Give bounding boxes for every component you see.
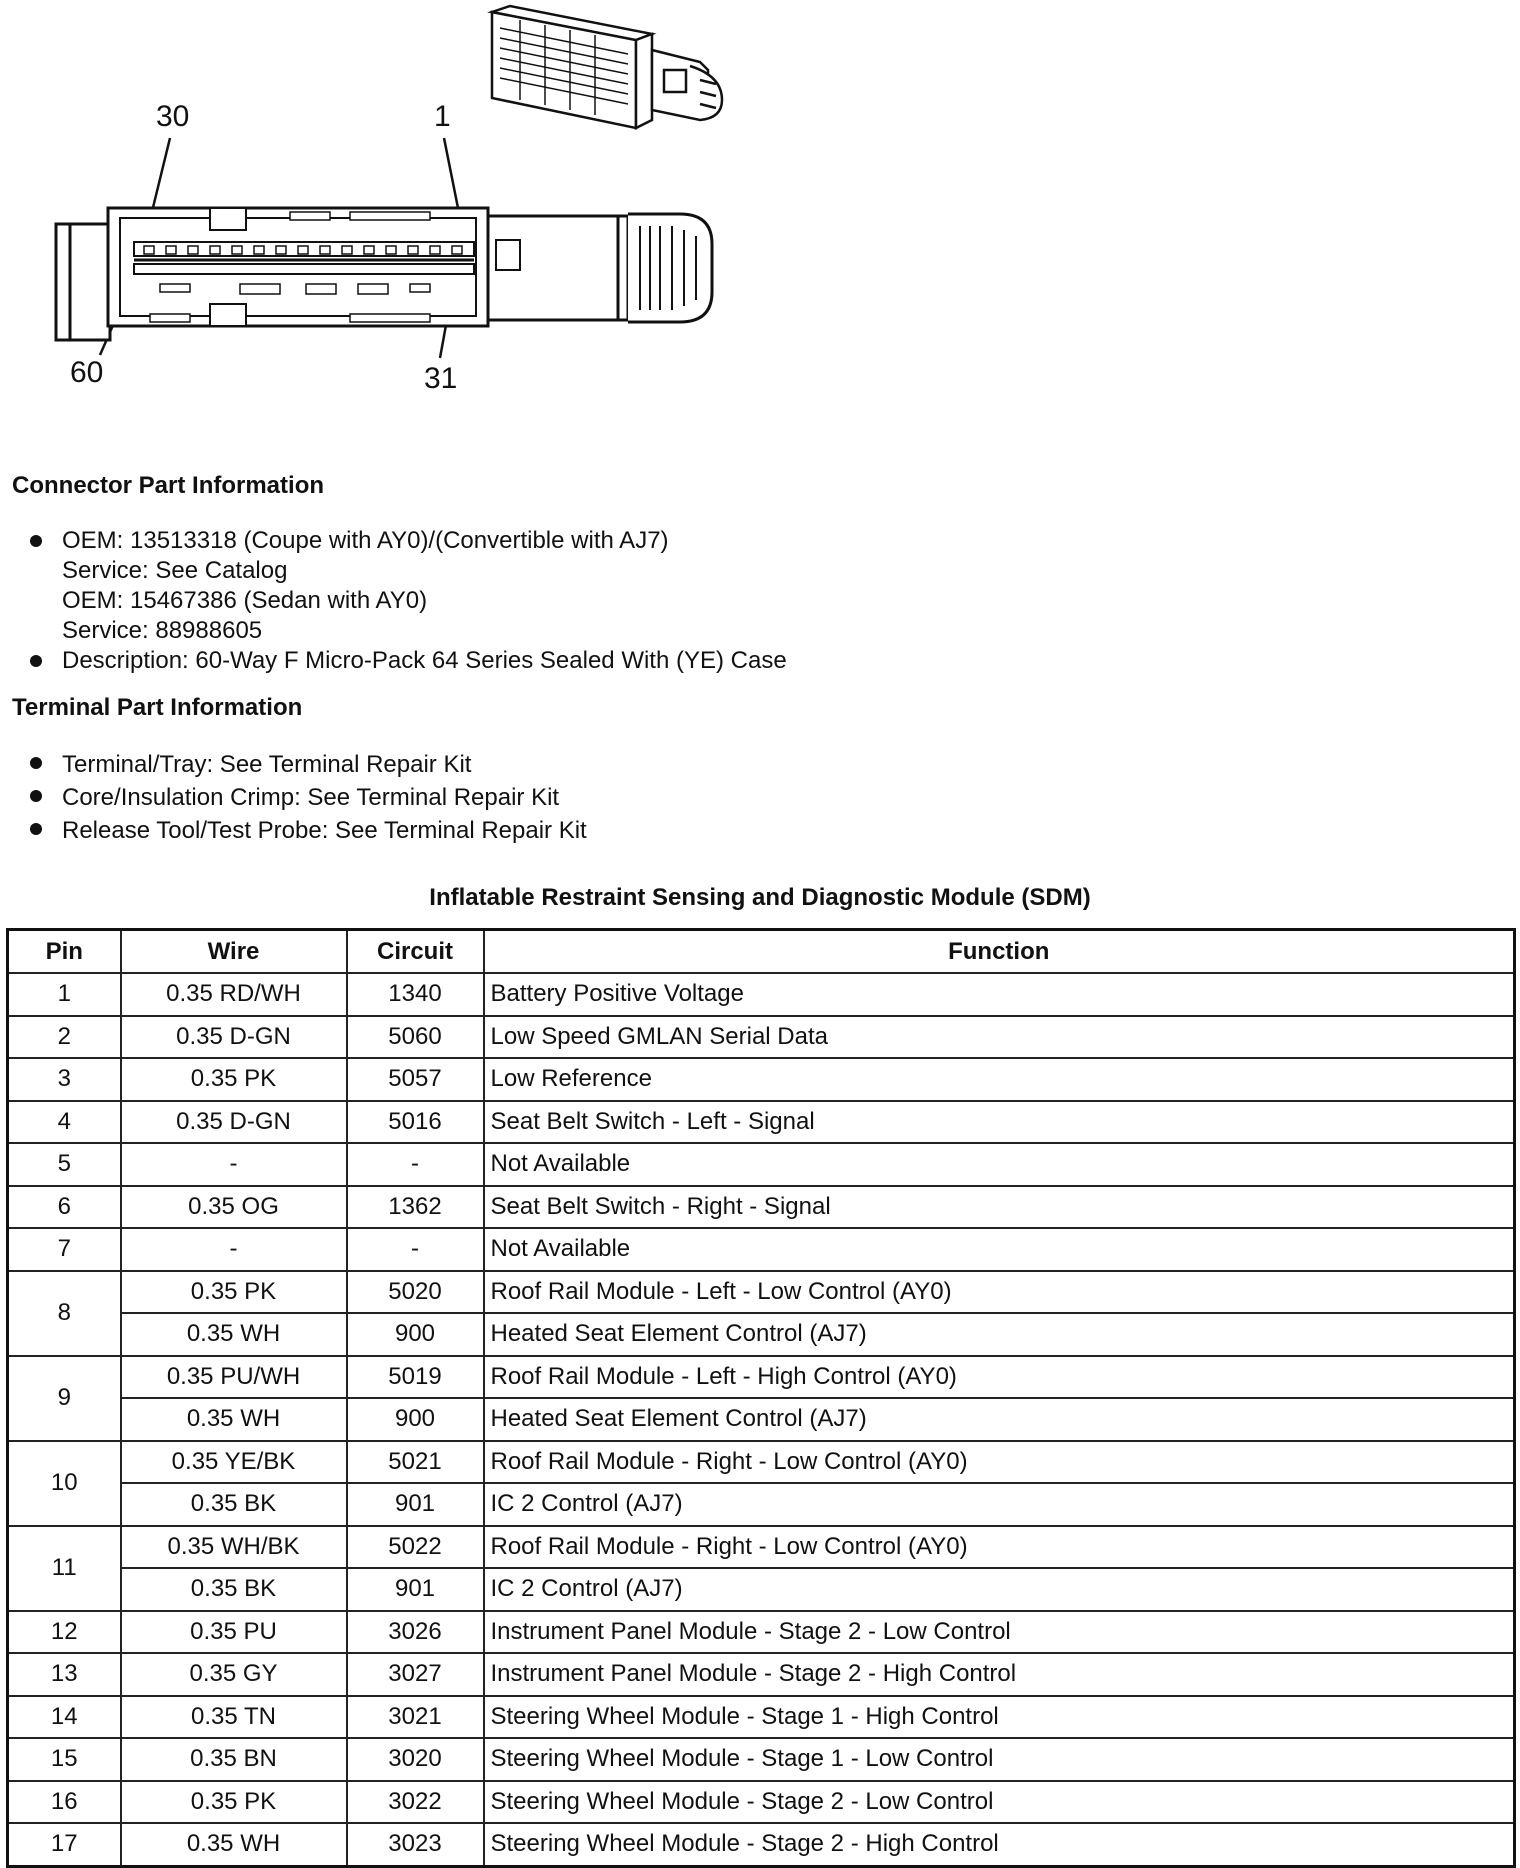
pin-label-60: 60 bbox=[70, 356, 104, 389]
cell-function: IC 2 Control (AJ7) bbox=[484, 1568, 1515, 1611]
cell-pin: 6 bbox=[8, 1186, 121, 1229]
connector-figure bbox=[0, 0, 760, 420]
cell-function: Steering Wheel Module - Stage 2 - Low Control bbox=[484, 1781, 1515, 1824]
cell-wire: 0.35 D-GN bbox=[121, 1101, 347, 1144]
cell-circuit: 3026 bbox=[347, 1611, 484, 1654]
table-row bbox=[8, 1696, 1515, 1739]
cell-function: Roof Rail Module - Right - Low Control (AY0) bbox=[484, 1526, 1515, 1569]
cell-wire: 0.35 PK bbox=[121, 1058, 347, 1101]
cell-function: Low Speed GMLAN Serial Data bbox=[484, 1016, 1515, 1059]
cell-pin: 8 bbox=[8, 1271, 121, 1356]
table-row bbox=[8, 973, 1515, 1016]
cell-circuit: 1340 bbox=[347, 973, 484, 1016]
cell-circuit: 5060 bbox=[347, 1016, 484, 1059]
connector-info-list bbox=[28, 526, 787, 676]
cell-pin: 15 bbox=[8, 1738, 121, 1781]
cell-function: Seat Belt Switch - Right - Signal bbox=[484, 1186, 1515, 1229]
cell-wire: 0.35 WH bbox=[121, 1398, 347, 1441]
cell-circuit: 901 bbox=[347, 1568, 484, 1611]
cell-circuit: 1362 bbox=[347, 1186, 484, 1229]
table-caption: Inflatable Restraint Sensing and Diagnostic Module (SDM) bbox=[429, 884, 1091, 911]
cell-wire: 0.35 WH bbox=[121, 1313, 347, 1356]
table-row bbox=[8, 1228, 1515, 1271]
cell-pin: 13 bbox=[8, 1653, 121, 1696]
cell-wire: 0.35 BK bbox=[121, 1483, 347, 1526]
cell-pin: 5 bbox=[8, 1143, 121, 1186]
pin-table bbox=[6, 928, 1516, 1868]
connector-info-line: Description: 60-Way F Micro-Pack 64 Series Sealed With (YE) Case bbox=[62, 647, 787, 674]
table-row bbox=[8, 1356, 1515, 1399]
terminal-info-list bbox=[28, 748, 587, 847]
table-row bbox=[8, 1526, 1515, 1569]
table-row bbox=[8, 1058, 1515, 1101]
cell-wire: - bbox=[121, 1228, 347, 1271]
cell-wire: - bbox=[121, 1143, 347, 1186]
cell-wire: 0.35 RD/WH bbox=[121, 973, 347, 1016]
cell-function: Steering Wheel Module - Stage 2 - High Control bbox=[484, 1823, 1515, 1866]
table-row bbox=[8, 1271, 1515, 1314]
cell-pin: 14 bbox=[8, 1696, 121, 1739]
connector-info-item bbox=[28, 526, 787, 646]
table-row bbox=[8, 1101, 1515, 1144]
table-row bbox=[8, 1781, 1515, 1824]
cell-wire: 0.35 GY bbox=[121, 1653, 347, 1696]
cell-pin: 1 bbox=[8, 973, 121, 1016]
cell-circuit: 5021 bbox=[347, 1441, 484, 1484]
table-row bbox=[8, 1441, 1515, 1484]
cell-function: Not Available bbox=[484, 1228, 1515, 1271]
cell-pin: 2 bbox=[8, 1016, 121, 1059]
cell-wire: 0.35 WH bbox=[121, 1823, 347, 1866]
cell-circuit: 3027 bbox=[347, 1653, 484, 1696]
pin-label-31: 31 bbox=[424, 362, 458, 395]
table-row bbox=[8, 1611, 1515, 1654]
table-row bbox=[8, 1738, 1515, 1781]
table-row bbox=[8, 1823, 1515, 1866]
header-pin: Pin bbox=[8, 930, 121, 974]
cell-circuit: 5016 bbox=[347, 1101, 484, 1144]
cell-circuit: 3022 bbox=[347, 1781, 484, 1824]
connector-info-title: Connector Part Information bbox=[12, 472, 325, 499]
connector-info-line: OEM: 15467386 (Sedan with AY0) bbox=[62, 587, 428, 614]
connector-info-item bbox=[28, 646, 787, 676]
cell-function: Roof Rail Module - Left - Low Control (AY0) bbox=[484, 1271, 1515, 1314]
cell-function: Battery Positive Voltage bbox=[484, 973, 1515, 1016]
table-row bbox=[8, 1483, 1515, 1526]
cell-circuit: 900 bbox=[347, 1398, 484, 1441]
cell-wire: 0.35 PK bbox=[121, 1271, 347, 1314]
cell-function: Heated Seat Element Control (AJ7) bbox=[484, 1313, 1515, 1356]
cell-wire: 0.35 PU/WH bbox=[121, 1356, 347, 1399]
cell-function: Roof Rail Module - Left - High Control (AY0) bbox=[484, 1356, 1515, 1399]
table-row bbox=[8, 1398, 1515, 1441]
cell-wire: 0.35 OG bbox=[121, 1186, 347, 1229]
table-row bbox=[8, 1143, 1515, 1186]
connector-info-line: OEM: 13513318 (Coupe with AY0)/(Convertible with AJ7) bbox=[62, 527, 669, 554]
cell-circuit: - bbox=[347, 1228, 484, 1271]
cell-circuit: - bbox=[347, 1143, 484, 1186]
cell-function: Seat Belt Switch - Left - Signal bbox=[484, 1101, 1515, 1144]
cell-function: Instrument Panel Module - Stage 2 - High Control bbox=[484, 1653, 1515, 1696]
cell-function: Instrument Panel Module - Stage 2 - Low Control bbox=[484, 1611, 1515, 1654]
cell-circuit: 5019 bbox=[347, 1356, 484, 1399]
cell-circuit: 3021 bbox=[347, 1696, 484, 1739]
cell-circuit: 3023 bbox=[347, 1823, 484, 1866]
cell-pin: 10 bbox=[8, 1441, 121, 1526]
terminal-info-title: Terminal Part Information bbox=[12, 694, 303, 721]
cell-circuit: 5057 bbox=[347, 1058, 484, 1101]
cell-pin: 17 bbox=[8, 1823, 121, 1866]
cell-function: Roof Rail Module - Right - Low Control (AY0) bbox=[484, 1441, 1515, 1484]
terminal-info-item: Core/Insulation Crimp: See Terminal Repair Kit bbox=[28, 781, 587, 814]
cell-wire: 0.35 YE/BK bbox=[121, 1441, 347, 1484]
cell-wire: 0.35 WH/BK bbox=[121, 1526, 347, 1569]
connector-thumbnail bbox=[492, 6, 722, 128]
cell-function: Heated Seat Element Control (AJ7) bbox=[484, 1398, 1515, 1441]
cell-wire: 0.35 PK bbox=[121, 1781, 347, 1824]
cell-pin: 7 bbox=[8, 1228, 121, 1271]
cell-wire: 0.35 D-GN bbox=[121, 1016, 347, 1059]
table-row bbox=[8, 1653, 1515, 1696]
cell-wire: 0.35 TN bbox=[121, 1696, 347, 1739]
pin-label-1: 1 bbox=[434, 100, 451, 133]
pin-label-30: 30 bbox=[156, 100, 190, 133]
cell-function: IC 2 Control (AJ7) bbox=[484, 1483, 1515, 1526]
cell-pin: 4 bbox=[8, 1101, 121, 1144]
cell-pin: 9 bbox=[8, 1356, 121, 1441]
table-header-row bbox=[8, 930, 1515, 974]
connector-info-line: Service: 88988605 bbox=[62, 617, 263, 644]
header-circuit: Circuit bbox=[347, 930, 484, 974]
cell-pin: 16 bbox=[8, 1781, 121, 1824]
cell-function: Not Available bbox=[484, 1143, 1515, 1186]
cell-circuit: 5020 bbox=[347, 1271, 484, 1314]
header-function: Function bbox=[484, 930, 1515, 974]
cell-function: Steering Wheel Module - Stage 1 - Low Control bbox=[484, 1738, 1515, 1781]
table-row bbox=[8, 1313, 1515, 1356]
connector-drawing bbox=[0, 0, 760, 420]
cell-circuit: 3020 bbox=[347, 1738, 484, 1781]
table-row bbox=[8, 1016, 1515, 1059]
cell-pin: 12 bbox=[8, 1611, 121, 1654]
table-row bbox=[8, 1186, 1515, 1229]
cell-function: Steering Wheel Module - Stage 1 - High Control bbox=[484, 1696, 1515, 1739]
cell-function: Low Reference bbox=[484, 1058, 1515, 1101]
pin-table-body bbox=[8, 973, 1515, 1866]
cell-pin: 3 bbox=[8, 1058, 121, 1101]
header-wire: Wire bbox=[121, 930, 347, 974]
cell-wire: 0.35 BN bbox=[121, 1738, 347, 1781]
connector-info-line: Service: See Catalog bbox=[62, 557, 288, 584]
cell-pin: 11 bbox=[8, 1526, 121, 1611]
cell-circuit: 5022 bbox=[347, 1526, 484, 1569]
cell-wire: 0.35 PU bbox=[121, 1611, 347, 1654]
terminal-info-item: Terminal/Tray: See Terminal Repair Kit bbox=[28, 748, 587, 781]
cell-wire: 0.35 BK bbox=[121, 1568, 347, 1611]
table-row bbox=[8, 1568, 1515, 1611]
terminal-info-item: Release Tool/Test Probe: See Terminal Repair Kit bbox=[28, 814, 587, 847]
cell-circuit: 900 bbox=[347, 1313, 484, 1356]
cell-circuit: 901 bbox=[347, 1483, 484, 1526]
